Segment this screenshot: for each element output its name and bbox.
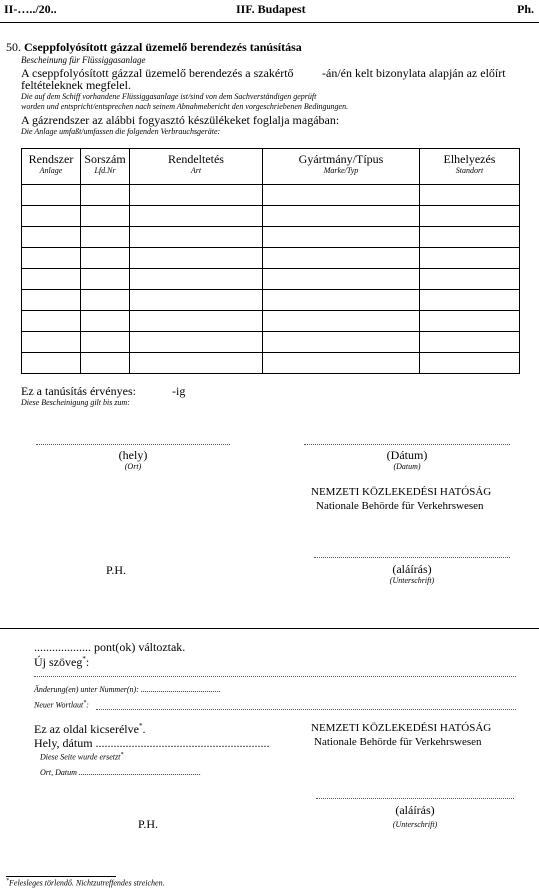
table-cell[interactable] [130, 269, 263, 290]
signature-label-de: (Unterschrift) [389, 576, 435, 585]
table-cell[interactable] [420, 290, 520, 311]
table-cell[interactable] [263, 353, 420, 374]
table-cell[interactable] [420, 185, 520, 206]
table-cell[interactable] [81, 227, 130, 248]
new-wording-field[interactable] [96, 709, 516, 710]
section-de-line1: Die auf dem Schiff vorhandene Flüssiggasanlage ist/sind von dem Sachverständigen geprüft [21, 92, 317, 101]
table-cell[interactable] [22, 227, 81, 248]
signature-field[interactable] [314, 557, 510, 558]
table-cell[interactable] [81, 332, 130, 353]
table-row [22, 311, 520, 332]
column-header: Rendszer Anlage [22, 149, 81, 185]
validity-suffix: -ig [172, 384, 186, 398]
table-row [22, 269, 520, 290]
table-header-row [22, 149, 520, 185]
table-body [22, 185, 520, 374]
amend-authority-name: NEMZETI KÖZLEKEDÉSI HATÓSÁG [311, 722, 492, 734]
new-text-field[interactable] [34, 676, 516, 677]
table-cell[interactable] [22, 290, 81, 311]
table-row [22, 185, 520, 206]
authority-name-de: Nationale Behörde für Verkehrswesen [316, 500, 484, 512]
date-label: (Dátum) [386, 448, 428, 462]
page-replaced-label: Ez az oldal kicserélve*. [34, 722, 146, 736]
table-row [22, 248, 520, 269]
table-cell[interactable] [263, 206, 420, 227]
table-cell[interactable] [130, 332, 263, 353]
table-cell[interactable] [130, 185, 263, 206]
table-row [22, 290, 520, 311]
section-title: Cseppfolyósított gázzal üzemelő berendezés tanúsítása [24, 40, 302, 54]
column-header: Gyártmány/Típus Marke/Typ [263, 149, 420, 185]
table-cell[interactable] [263, 290, 420, 311]
table-cell[interactable] [81, 248, 130, 269]
table-cell[interactable] [81, 311, 130, 332]
amend-signature-label: (aláírás) [395, 803, 435, 817]
place-date-line: Hely, dátum .......................................................... [34, 736, 270, 750]
validity-label: Ez a tanúsítás érvényes: [21, 384, 136, 398]
table-cell[interactable] [420, 353, 520, 374]
table-cell[interactable] [81, 206, 130, 227]
footnote: *Felesleges törlendő. Nichtzutreffendes streichen. [6, 878, 165, 888]
table-cell[interactable] [22, 185, 81, 206]
new-wording-label-de: Neuer Wortlaut*: [34, 700, 89, 710]
section-de-line3: Die Anlage umfaßt/umfassen die folgenden Verbrauchsgeräte: [21, 127, 221, 136]
section-number: 50. [6, 40, 21, 54]
table-row [22, 332, 520, 353]
column-header: Elhelyezés Standort [420, 149, 520, 185]
authority-name: NEMZETI KÖZLEKEDÉSI HATÓSÁG [311, 486, 492, 498]
signature-label: (aláírás) [392, 562, 432, 576]
table-cell[interactable] [22, 353, 81, 374]
table-cell[interactable] [22, 311, 81, 332]
table-cell[interactable] [81, 185, 130, 206]
place-date-line-de: Ort, Datum ............................................................. [40, 768, 201, 777]
table-cell[interactable] [420, 332, 520, 353]
consumer-devices-table [21, 148, 520, 374]
table-cell[interactable] [130, 311, 263, 332]
amend-signature-label-de: (Unterschrift) [392, 820, 438, 829]
section-line3: A gázrendszer az alábbi fogyasztó készülékeket foglalja magában: [21, 113, 340, 127]
section-de-line2: worden und entspricht/entsprechen nach seinem Abnahmebericht den vorgeschriebenen Bedingungen. [21, 102, 349, 111]
table-cell[interactable] [420, 227, 520, 248]
table-cell[interactable] [420, 248, 520, 269]
page-marker: Ph. [517, 2, 535, 16]
changes-label-de: Änderung(en) unter Nummer(n): ........................................ [34, 685, 221, 694]
place-label-de: (Ort) [124, 462, 142, 471]
table-cell[interactable] [81, 290, 130, 311]
amend-signature-field[interactable] [316, 798, 514, 799]
table-cell[interactable] [130, 290, 263, 311]
section-divider [0, 628, 539, 629]
table-cell[interactable] [263, 332, 420, 353]
table-cell[interactable] [263, 227, 420, 248]
document-reference: II-…../20.. [4, 2, 57, 16]
table-cell[interactable] [22, 332, 81, 353]
place-field[interactable] [36, 444, 230, 445]
section-line2: feltételeknek megfelel. [21, 78, 131, 92]
footnote-rule [6, 876, 116, 877]
table-cell[interactable] [81, 353, 130, 374]
column-header: Rendeltetés Art [130, 149, 263, 185]
place-label: (hely) [118, 448, 148, 462]
validity-label-de: Diese Bescheinigung gilt bis zum: [21, 398, 130, 407]
table-cell[interactable] [263, 248, 420, 269]
issuing-authority-header: IIF. Budapest [236, 2, 306, 16]
table-row [22, 353, 520, 374]
amend-stamp-mark: P.H. [138, 817, 159, 831]
table-cell[interactable] [22, 206, 81, 227]
section-heading [6, 40, 302, 55]
table-cell[interactable] [263, 311, 420, 332]
date-label-de: (Datum) [393, 462, 421, 471]
changed-points-line: ................... pont(ok) változtak. [34, 640, 186, 654]
date-field[interactable] [304, 444, 510, 445]
table-cell[interactable] [22, 269, 81, 290]
page-replaced-label-de: Diese Seite wurde ersetzt* [40, 752, 124, 762]
table-cell[interactable] [263, 185, 420, 206]
new-text-label: Új szöveg*: [34, 655, 90, 669]
section-line1b: -án/én kelt bizonylata alapján az előírt [322, 66, 506, 80]
table-cell[interactable] [130, 227, 263, 248]
table-cell[interactable] [130, 206, 263, 227]
section-title-de: Bescheinung für Flüssiggasanlage [21, 55, 146, 65]
column-header: Sorszám Lfd.Nr [81, 149, 130, 185]
table-row [22, 206, 520, 227]
table-cell[interactable] [420, 311, 520, 332]
table-cell[interactable] [263, 269, 420, 290]
table-cell[interactable] [81, 269, 130, 290]
table-row [22, 227, 520, 248]
table-cell[interactable] [22, 248, 81, 269]
section-line1a: A cseppfolyósított gázzal üzemelő berendezés a szakértő [21, 66, 294, 80]
header-rule [0, 22, 539, 23]
amend-authority-name-de: Nationale Behörde für Verkehrswesen [314, 736, 482, 748]
table-cell[interactable] [130, 353, 263, 374]
table-cell[interactable] [420, 269, 520, 290]
table-cell[interactable] [130, 248, 263, 269]
stamp-mark: P.H. [106, 563, 127, 577]
table-cell[interactable] [420, 206, 520, 227]
